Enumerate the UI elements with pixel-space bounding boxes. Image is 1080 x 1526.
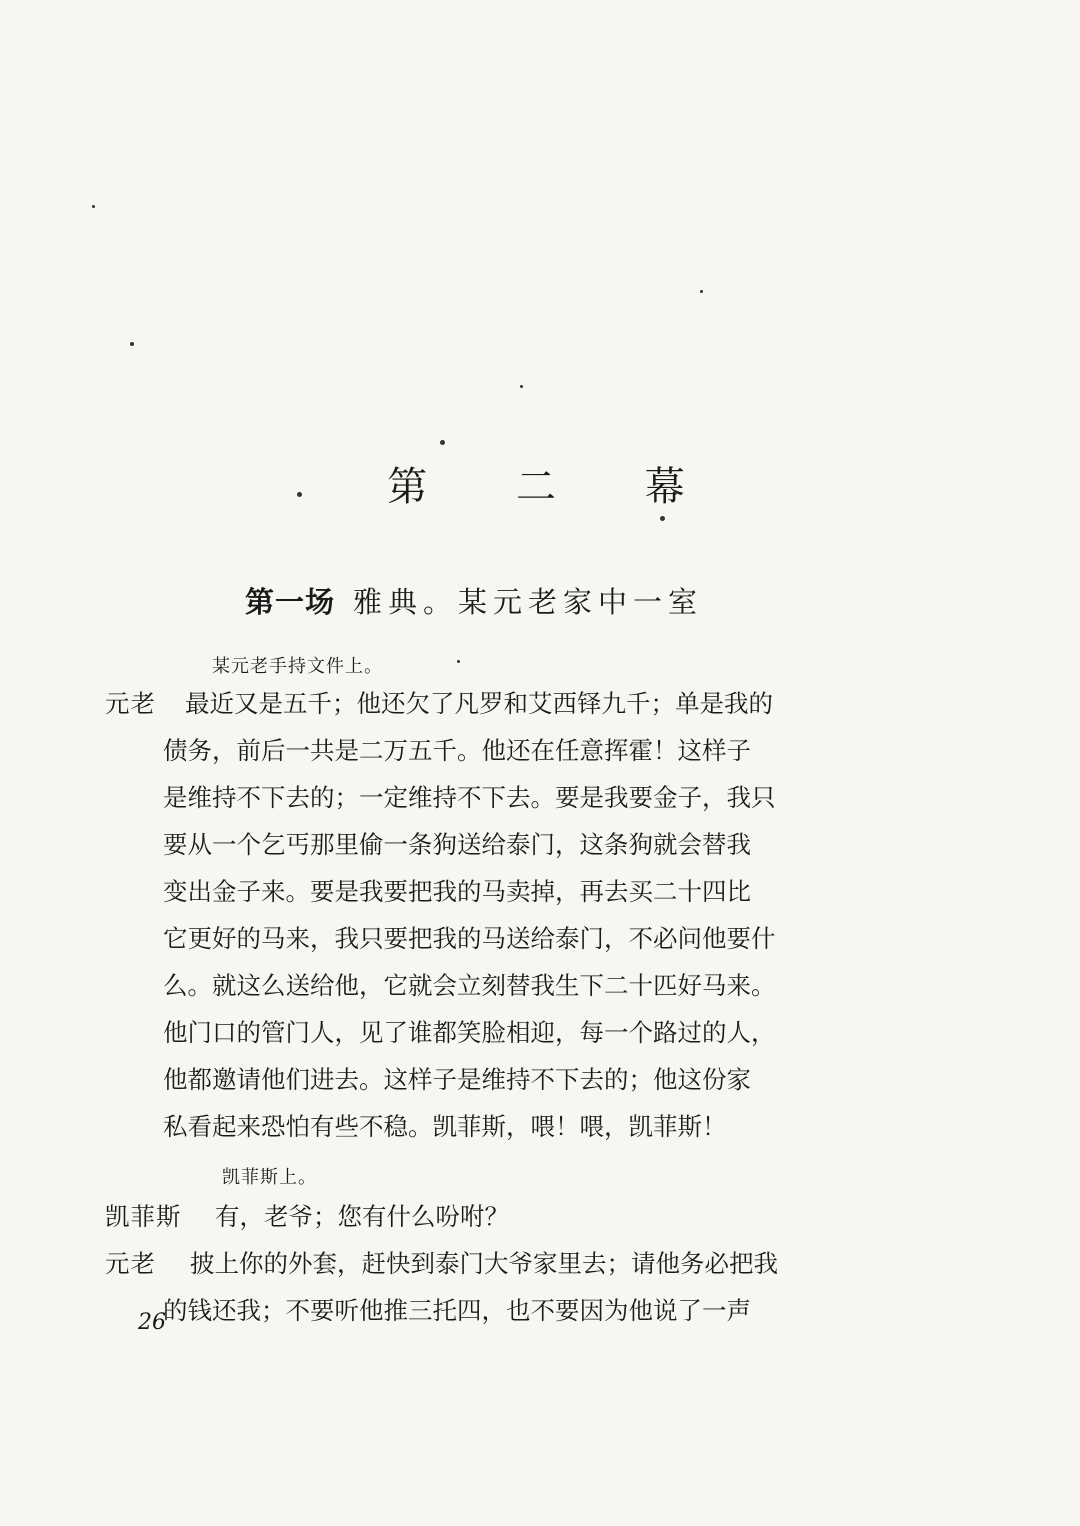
speech-block — [105, 1193, 825, 1240]
speech-block — [105, 680, 825, 1150]
speech-line: 凯菲斯 有，老爷；您有什么吩咐？ — [105, 1193, 825, 1240]
stage-direction: 某元老手持文件上。 — [212, 656, 383, 677]
scan-speck — [92, 205, 95, 208]
speaker-name: 元老 — [105, 689, 156, 718]
speech-line: 的钱还我；不要听他推三托四，也不要因为他说了一声 — [163, 1296, 751, 1325]
speech-line: 债务，前后一共是二万五千。他还在任意挥霍！这样子 — [163, 736, 751, 765]
scene-heading — [245, 580, 703, 621]
speech-line: 私看起来恐怕有些不稳。凯菲斯，喂！喂，凯菲斯！ — [163, 1112, 727, 1141]
speech-line: 元老 最近又是五千；他还欠了凡罗和艾西铎九千；单是我的 — [105, 680, 825, 727]
scan-speck — [440, 440, 445, 445]
stage-direction: 凯菲斯上。 — [222, 1167, 317, 1188]
scan-speck — [297, 492, 302, 497]
speaker-name: 凯菲斯 — [105, 1202, 182, 1231]
page-number: 26 — [138, 1310, 166, 1335]
speech-block — [105, 1240, 825, 1334]
scan-speck — [700, 290, 703, 293]
speech-line: 变出金子来。要是我要把我的马卖掉，再去买二十四比 — [163, 877, 751, 906]
speech-line: 是维持不下去的；一定维持不下去。要是我要金子，我只 — [163, 783, 776, 812]
scene-number: 第一场 — [245, 585, 336, 619]
speech-line: 么。就这么送给他，它就会立刻替我生下二十匹好马来。 — [163, 971, 776, 1000]
speech-line: 他门口的管门人，见了谁都笑脸相迎，每一个路过的人， — [163, 1018, 776, 1047]
scene-place: 雅典。某元老家中一室 — [353, 585, 704, 619]
scan-speck — [457, 660, 460, 663]
speech-line: 要从一个乞丐那里偷一条狗送给泰门，这条狗就会替我 — [163, 830, 751, 859]
scan-speck — [660, 516, 665, 521]
scan-speck — [520, 385, 523, 388]
speaker-name: 元老 — [105, 1249, 156, 1278]
scan-speck — [130, 342, 134, 346]
speech-line: 他都邀请他们进去。这样子是维持不下去的；他这份家 — [163, 1065, 751, 1094]
speech-line: 它更好的马来，我只要把我的马送给泰门，不必问他要什 — [163, 924, 776, 953]
act-title: 第 二 幕 — [387, 464, 723, 510]
speech-line: 元老 披上你的外套，赶快到泰门大爷家里去；请他务必把我 — [105, 1240, 825, 1287]
